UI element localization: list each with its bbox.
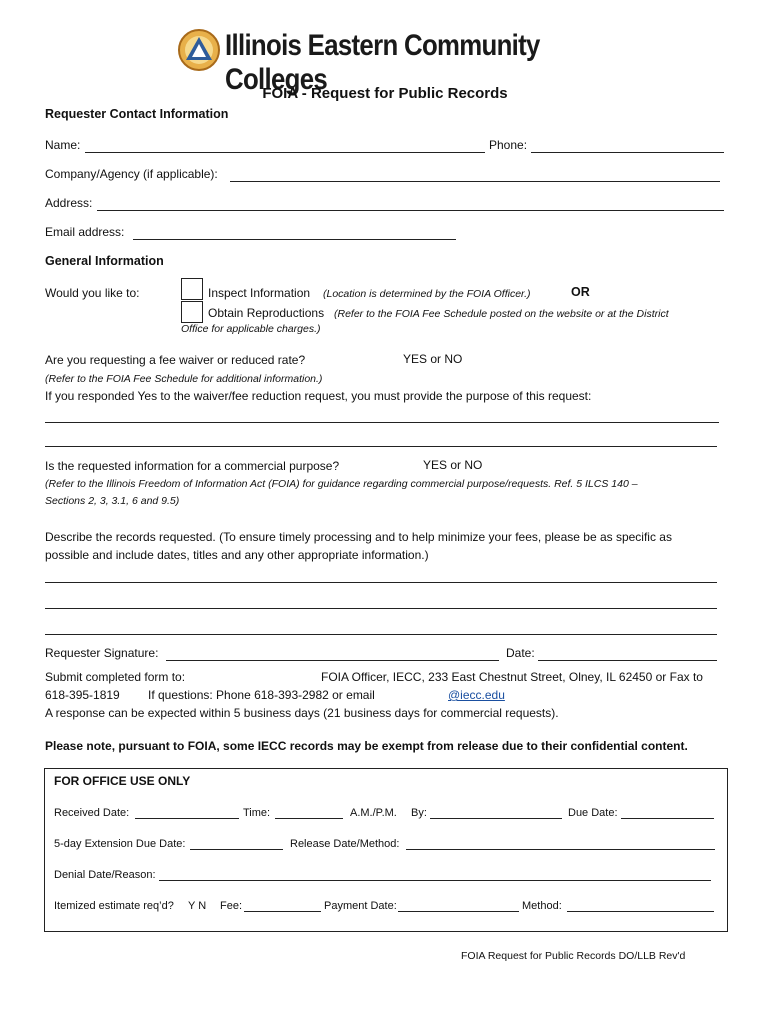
extension-field[interactable]: [190, 849, 283, 850]
date-field[interactable]: [538, 660, 717, 661]
purpose-line-2[interactable]: [45, 446, 717, 447]
obtain-label: Obtain Reproductions: [208, 306, 325, 320]
describe-text-2: possible and include dates, titles and any other appropriate information.): [45, 548, 429, 562]
extension-label: 5-day Extension Due Date:: [54, 838, 186, 850]
response-text: A response can be expected within 5 business days (21 business days for commercial requests).: [45, 706, 559, 720]
fee-field[interactable]: [244, 911, 321, 912]
email-label: Email address:: [45, 225, 125, 239]
requester-heading: Requester Contact Information: [45, 107, 229, 121]
describe-line-1[interactable]: [45, 582, 717, 583]
or-label: OR: [571, 285, 590, 299]
release-field[interactable]: [406, 849, 715, 850]
inspect-note: (Location is determined by the FOIA Officer.): [323, 288, 531, 300]
fee-note: (Refer to the FOIA Fee Schedule for additional information.): [45, 373, 323, 385]
fax-number: 618-395-1819: [45, 688, 120, 702]
denial-label: Denial Date/Reason:: [54, 869, 156, 881]
general-heading: General Information: [45, 254, 164, 268]
signature-label: Requester Signature:: [45, 646, 159, 660]
inspect-checkbox[interactable]: [181, 278, 203, 300]
address-field[interactable]: [97, 210, 724, 211]
time-field[interactable]: [275, 818, 343, 819]
company-field[interactable]: [230, 181, 720, 182]
by-label: By:: [411, 807, 427, 819]
logo-text: Illinois Eastern Community Colleges: [225, 29, 540, 96]
time-label: Time:: [243, 807, 271, 819]
purpose-question: If you responded Yes to the waiver/fee reduction request, you must provide the purpose of this request:: [45, 389, 592, 403]
describe-text-1: Describe the records requested. (To ensure timely processing and to help minimize your fees, please be as specific as: [45, 530, 672, 544]
email-field[interactable]: [133, 239, 456, 240]
email-link[interactable]: @iecc.edu: [448, 688, 505, 702]
page-footer: FOIA Request for Public Records DO/LLB Rev'd: [461, 950, 686, 962]
method-label: Method:: [522, 900, 562, 912]
due-label: Due Date:: [568, 807, 618, 819]
name-field[interactable]: [85, 152, 485, 153]
name-label: Name:: [45, 138, 81, 152]
inspect-label: Inspect Information: [208, 286, 311, 300]
obtain-note-1: (Refer to the FOIA Fee Schedule posted on the website or at the District: [334, 308, 669, 320]
office-heading: FOR OFFICE USE ONLY: [54, 774, 191, 788]
commercial-note-2: Sections 2, 3, 3.1, 6 and 9.5): [45, 495, 180, 507]
denial-field[interactable]: [159, 880, 711, 881]
payment-date-field[interactable]: [398, 911, 519, 912]
purpose-line-1[interactable]: [45, 422, 719, 423]
commercial-note-1: (Refer to the Illinois Freedom of Information Act (FOIA) for guidance regarding commercial purpose/requests. Ref. 5 ILCS 140 –: [45, 478, 638, 490]
fee-waiver-yes-no[interactable]: YES or NO: [403, 352, 463, 366]
received-field[interactable]: [135, 818, 239, 819]
method-field[interactable]: [567, 911, 714, 912]
page-title: FOIA - Request for Public Records: [262, 85, 508, 102]
itemized-yn[interactable]: Y N: [188, 900, 207, 912]
describe-line-2[interactable]: [45, 608, 717, 609]
would-you-like-label: Would you like to:: [45, 286, 140, 300]
company-label: Company/Agency (if applicable):: [45, 167, 218, 181]
release-label: Release Date/Method:: [290, 838, 400, 850]
address-label: Address:: [45, 196, 93, 210]
phone-field[interactable]: [531, 152, 724, 153]
fee-label: Fee:: [220, 900, 243, 912]
received-label: Received Date:: [54, 807, 130, 819]
phone-label: Phone:: [489, 138, 528, 152]
submit-address: FOIA Officer, IECC, 233 East Chestnut Street, Olney, IL 62450 or Fax to: [321, 670, 703, 684]
obtain-note-2: Office for applicable charges.): [181, 323, 321, 335]
signature-field[interactable]: [166, 660, 499, 661]
obtain-checkbox[interactable]: [181, 301, 203, 323]
submit-text-1: Submit completed form to:: [45, 670, 186, 684]
by-field[interactable]: [430, 818, 562, 819]
ampm-label: A.M./P.M.: [350, 807, 397, 819]
due-field[interactable]: [621, 818, 714, 819]
commercial-question: Is the requested information for a commercial purpose?: [45, 459, 340, 473]
describe-line-3[interactable]: [45, 634, 717, 635]
commercial-yes-no[interactable]: YES or NO: [423, 458, 483, 472]
iecc-emblem-icon: [177, 28, 221, 72]
exemption-note: Please note, pursuant to FOIA, some IECC records may be exempt from release due to their confidential content.: [45, 739, 688, 753]
date-label: Date:: [506, 646, 535, 660]
fee-waiver-question: Are you requesting a fee waiver or reduced rate?: [45, 353, 306, 367]
itemized-label: Itemized estimate req’d?: [54, 900, 174, 912]
questions-text: If questions: Phone 618-393-2982 or email: [148, 688, 375, 702]
payment-date-label: Payment Date:: [324, 900, 397, 912]
